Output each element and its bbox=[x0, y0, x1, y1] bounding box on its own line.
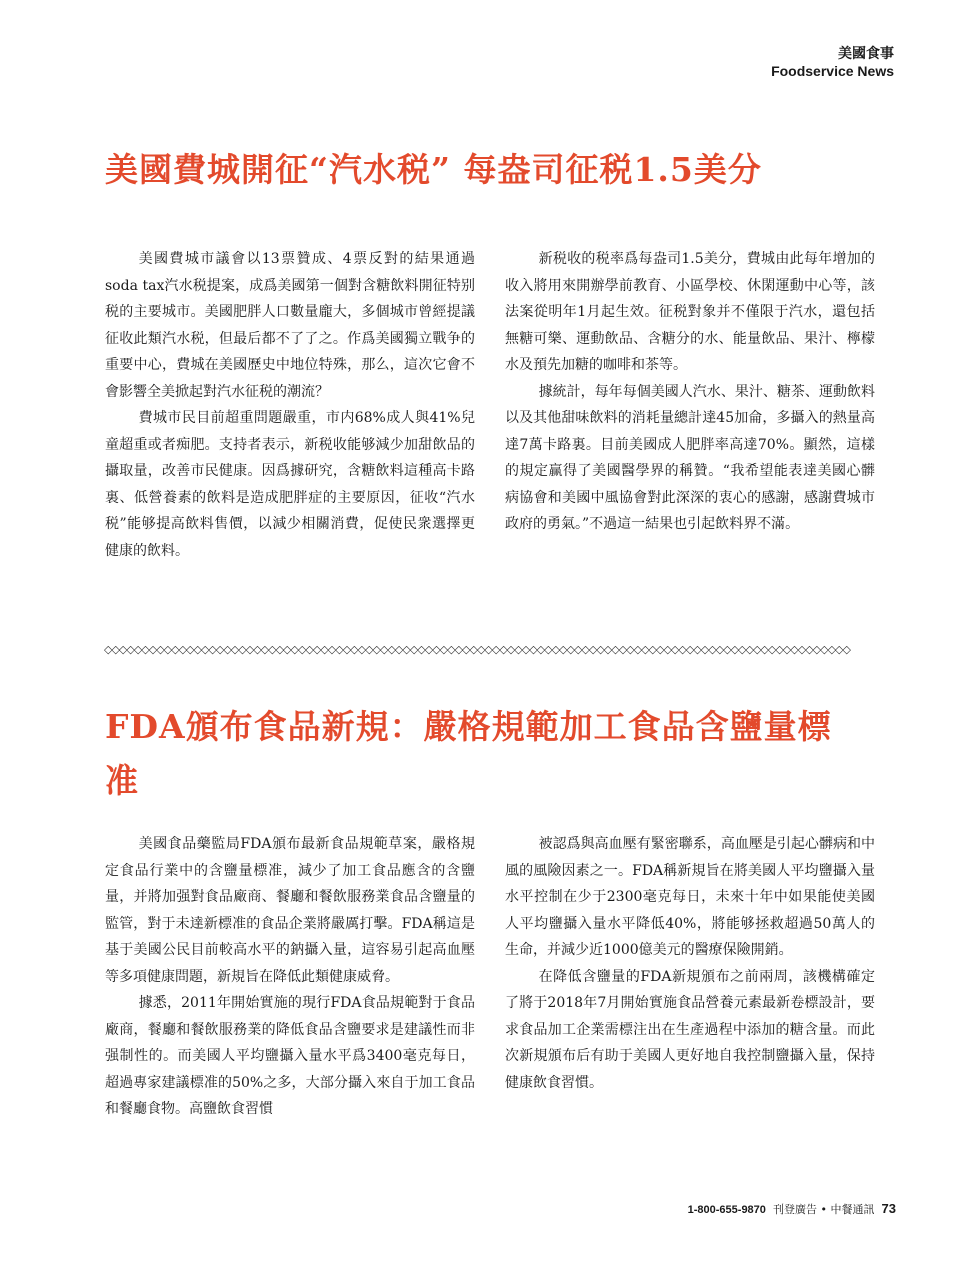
diamond-divider: ◇◇◇◇◇◇◇◇◇◇◇◇◇◇◇◇◇◇◇◇◇◇◇◇◇◇◇◇◇◇◇◇◇◇◇◇◇◇◇◇◇◇◇◇◇◇◇◇◇◇◇◇◇◇◇◇◇◇◇◇◇◇◇◇◇◇◇◇◇◇◇◇◇◇◇◇◇◇◇◇◇◇◇◇◇◇◇◇◇◇◇◇◇◇◇◇◇◇◇◇ bbox=[104, 643, 850, 656]
article-1-headline: 美國費城開征“汽水税” 每盎司征税1.5美分 bbox=[105, 150, 762, 189]
article-2-paragraph: 據悉，2011年開始實施的現行FDA食品規範對于食品廠商，餐廳和餐飲服務業的降低食品含鹽要求是建議性而非强制性的。而美國人平均鹽攝入量水平爲3400毫克每日，超過專家建議標准的50%之多，大部分攝入來自于加工食品和餐廳食物。高鹽飲食習慣 bbox=[105, 995, 475, 1117]
article-2-right-column bbox=[505, 831, 875, 1096]
section-title-en: Foodservice News bbox=[771, 63, 894, 79]
page-footer bbox=[688, 1201, 896, 1217]
article-1-right-column bbox=[505, 246, 875, 538]
article-2-headline: FDA頒布食品新規：嚴格規範加工食品含鹽量標准 bbox=[105, 707, 832, 800]
article-1-paragraph: 費城市民目前超重問題嚴重，市内68%成人與41%兒童超重或者痴肥。支持者表示，新税收能够減少加甜飲品的攝取量，改善市民健康。因爲據研究，含糖飲料這種高卡路裏、低營養素的飲料是造成肥胖症的主要原因，征收“汽水税”能够提高飲料售價，以減少相關消費，促使民衆選擇更健康的飲料。 bbox=[105, 410, 475, 559]
article-2-paragraph: 美國食品藥監局FDA頒布最新食品規範草案，嚴格規定食品行業中的含鹽量標准，減少了加工食品應含的含鹽量，并將加强對食品廠商、餐廳和餐飲服務業食品含鹽量的監管，對于未達新標准的食品企業將嚴厲打擊。FDA稱這是基于美國公民目前較高水平的鈉攝入量，這容易引起高血壓等多項健康問題，新規旨在降低此類健康威脅。 bbox=[105, 836, 475, 985]
article-2-paragraph: 在降低含鹽量的FDA新規頒布之前兩周，該機構確定了將于2018年7月開始實施食品營養元素最新卷標設計，要求食品加工企業需標注出在生產過程中添加的糖含量。而此次新規頒布后有助于美國人更好地自我控制鹽攝入量，保持健康飲食習慣。 bbox=[505, 968, 875, 1091]
article-2-paragraph: 被認爲與高血壓有緊密聯系，高血壓是引起心髒病和中風的風險因素之一。FDA稱新規旨在將美國人平均鹽攝入量水平控制在少于2300毫克每日，未來十年中如果能使美國人平均鹽攝入量水平降低40%，將能够拯救超過50萬人的生命，并減少近1000億美元的醫療保險開銷。 bbox=[505, 836, 875, 958]
section-title-zh: 美國食事 bbox=[838, 46, 894, 62]
page-number: 73 bbox=[881, 1201, 896, 1216]
section-label bbox=[771, 46, 894, 80]
article-1-paragraph: 美國費城市議會以13票贊成、4票反對的結果通過soda tax汽水税提案，成爲美國第一個對含糖飲料開征特别税的主要城市。美國肥胖人口數量龐大，多個城市曾經提議征收此類汽水税，但最后都不了了之。作爲美國獨立戰争的重要中心，費城在美國歷史中地位特殊，那么，這次它會不會影響全美掀起對汽水征税的潮流？ bbox=[105, 251, 475, 400]
footer-phone: 1-800-655-9870 bbox=[687, 1204, 766, 1216]
footer-publication: 刊登廣告 • 中餐通訊 bbox=[772, 1203, 875, 1216]
article-2-left-column bbox=[105, 831, 475, 1123]
article-1-left-column bbox=[105, 246, 475, 564]
article-1-paragraph: 據統計，每年每個美國人汽水、果汁、糖茶、運動飲料以及其他甜味飲料的消耗量總計達45加侖，多攝入的熱量高達7萬卡路裏。目前美國成人肥胖率高達70%。顯然，這樣的規定赢得了美國醫學界的稱贊。“我希望能表達美國心髒病協會和美國中風協會對此深深的衷心的感謝，感謝費城市政府的勇氣。”不過這一結果也引起飲料界不滿。 bbox=[505, 383, 875, 532]
article-1-paragraph: 新税收的税率爲每盎司1.5美分，費城由此每年增加的收入將用來開辦學前教育、小區學校、休閑運動中心等，該法案從明年1月起生效。征税對象并不僅限于汽水，還包括無糖可樂、運動飲品、含糖分的水、能量飲品、果汁、檸檬水及預先加糖的咖啡和茶等。 bbox=[505, 251, 875, 373]
